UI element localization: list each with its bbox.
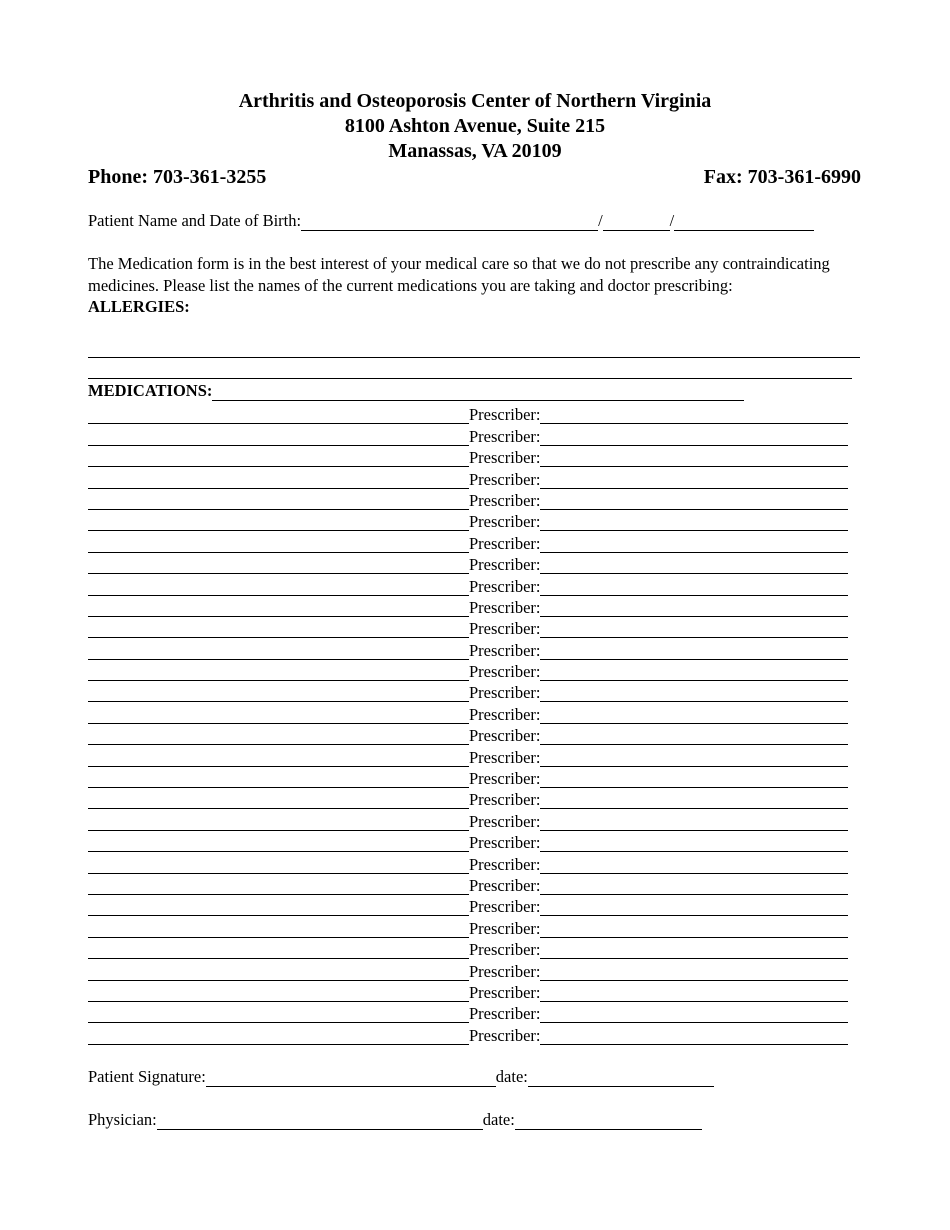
medication-row — [88, 724, 860, 745]
prescriber-label: Prescriber: — [469, 1025, 541, 1045]
clinic-address: 8100 Ashton Avenue, Suite 215 — [344, 115, 606, 137]
prescriber-field[interactable] — [540, 965, 848, 981]
physician-label: Physician: — [88, 1110, 157, 1129]
medication-name-field[interactable] — [88, 751, 469, 767]
medication-name-field[interactable] — [88, 408, 469, 424]
medication-row — [88, 938, 860, 959]
medication-row — [88, 531, 860, 552]
prescriber-label: Prescriber: — [469, 726, 541, 746]
prescriber-label: Prescriber: — [469, 769, 541, 789]
clinic-phone: Phone: 703-361-3255 — [88, 166, 267, 188]
prescriber-label: Prescriber: — [469, 426, 541, 446]
medication-name-field[interactable] — [88, 772, 469, 788]
prescriber-field[interactable] — [540, 708, 848, 724]
medication-row — [88, 681, 860, 702]
prescriber-label: Prescriber: — [469, 512, 541, 532]
prescriber-field[interactable] — [540, 836, 848, 852]
medication-row — [88, 403, 860, 424]
physician-date-label: date: — [482, 1110, 515, 1129]
prescriber-field[interactable] — [540, 622, 848, 638]
medications-header-field[interactable] — [212, 384, 744, 401]
medication-row — [88, 916, 860, 937]
prescriber-field[interactable] — [540, 430, 848, 446]
medication-name-field[interactable] — [88, 430, 469, 446]
clinic-city: Manassas, VA 20109 — [388, 140, 562, 162]
prescriber-label: Prescriber: — [469, 490, 541, 510]
patient-signature-row — [88, 1067, 714, 1087]
medication-row — [88, 852, 860, 873]
medication-name-field[interactable] — [88, 686, 469, 702]
medication-name-field[interactable] — [88, 879, 469, 895]
prescriber-label: Prescriber: — [469, 918, 541, 938]
medication-name-field[interactable] — [88, 515, 469, 531]
prescriber-field[interactable] — [540, 451, 848, 467]
prescriber-field[interactable] — [540, 879, 848, 895]
medication-row — [88, 895, 860, 916]
medication-row — [88, 467, 860, 488]
dob-separator: / — [669, 211, 675, 230]
medication-name-field[interactable] — [88, 986, 469, 1002]
allergies-label: ALLERGIES: — [88, 297, 190, 316]
prescriber-field[interactable] — [540, 644, 848, 660]
medication-name-field[interactable] — [88, 622, 469, 638]
medication-row — [88, 638, 860, 659]
medication-name-field[interactable] — [88, 601, 469, 617]
physician-row — [88, 1110, 702, 1130]
prescriber-label: Prescriber: — [469, 982, 541, 1002]
medication-row — [88, 959, 860, 980]
prescriber-label: Prescriber: — [469, 747, 541, 767]
medication-name-field[interactable] — [88, 943, 469, 959]
prescriber-field[interactable] — [540, 751, 848, 767]
medication-list — [88, 403, 860, 1045]
physician-signature-field[interactable] — [157, 1113, 483, 1130]
medication-row — [88, 660, 860, 681]
medication-name-field[interactable] — [88, 793, 469, 809]
dob-month-field[interactable] — [603, 214, 670, 231]
medication-row — [88, 981, 860, 1002]
medication-row — [88, 446, 860, 467]
prescriber-label: Prescriber: — [469, 961, 541, 981]
medication-row — [88, 596, 860, 617]
prescriber-label: Prescriber: — [469, 811, 541, 831]
prescriber-label: Prescriber: — [469, 940, 541, 960]
dob-separator: / — [598, 211, 603, 230]
dob-year-field[interactable] — [674, 214, 814, 231]
medication-name-field[interactable] — [88, 729, 469, 745]
prescriber-label: Prescriber: — [469, 640, 541, 660]
allergies-line-2[interactable] — [88, 378, 852, 379]
medication-name-field[interactable] — [88, 858, 469, 874]
medication-name-field[interactable] — [88, 558, 469, 574]
medication-row — [88, 1023, 860, 1044]
prescriber-label: Prescriber: — [469, 405, 541, 425]
medication-row — [88, 574, 860, 595]
medication-row — [88, 489, 860, 510]
medication-name-field[interactable] — [88, 473, 469, 489]
prescriber-label: Prescriber: — [469, 662, 541, 682]
medication-row — [88, 767, 860, 788]
instructions-text: The Medication form is in the best interest of your medical care so that we do not prescribe any contraindicating medicines. Please list the names of the current medications you are taking and doctor prescribing: — [88, 254, 830, 295]
physician-date-field[interactable] — [515, 1113, 702, 1130]
patient-signature-field[interactable] — [206, 1070, 496, 1087]
medications-header-row — [88, 381, 744, 401]
prescriber-field[interactable] — [540, 1029, 848, 1045]
medication-name-field[interactable] — [88, 494, 469, 510]
prescriber-field[interactable] — [540, 408, 848, 424]
prescriber-field[interactable] — [540, 986, 848, 1002]
medication-name-field[interactable] — [88, 836, 469, 852]
medication-row — [88, 874, 860, 895]
medication-name-field[interactable] — [88, 815, 469, 831]
instructions-paragraph — [88, 253, 868, 318]
prescriber-field[interactable] — [540, 494, 848, 510]
prescriber-field[interactable] — [540, 515, 848, 531]
medication-name-field[interactable] — [88, 451, 469, 467]
medication-name-field[interactable] — [88, 537, 469, 553]
prescriber-field[interactable] — [540, 558, 848, 574]
patient-name-dob-row — [88, 211, 814, 231]
clinic-fax: Fax: 703-361-6990 — [703, 166, 861, 188]
prescriber-field[interactable] — [540, 815, 848, 831]
medication-row — [88, 510, 860, 531]
medication-row — [88, 617, 860, 638]
medication-name-field[interactable] — [88, 1029, 469, 1045]
medication-row — [88, 424, 860, 445]
medication-name-field[interactable] — [88, 665, 469, 681]
medication-name-field[interactable] — [88, 708, 469, 724]
prescriber-field[interactable] — [540, 665, 848, 681]
medication-name-field[interactable] — [88, 580, 469, 596]
prescriber-field[interactable] — [540, 793, 848, 809]
medications-label: MEDICATIONS: — [88, 381, 213, 400]
medication-row — [88, 788, 860, 809]
prescriber-label: Prescriber: — [469, 533, 541, 553]
prescriber-field[interactable] — [540, 1007, 848, 1023]
prescriber-field[interactable] — [540, 729, 848, 745]
prescriber-field[interactable] — [540, 537, 848, 553]
prescriber-field[interactable] — [540, 601, 848, 617]
patient-signature-label: Patient Signature: — [88, 1067, 206, 1086]
prescriber-label: Prescriber: — [469, 790, 541, 810]
patient-date-field[interactable] — [528, 1070, 714, 1087]
prescriber-label: Prescriber: — [469, 833, 541, 853]
prescriber-field[interactable] — [540, 943, 848, 959]
prescriber-label: Prescriber: — [469, 469, 541, 489]
prescriber-field[interactable] — [540, 900, 848, 916]
patient-date-label: date: — [495, 1067, 528, 1086]
prescriber-label: Prescriber: — [469, 683, 541, 703]
prescriber-label: Prescriber: — [469, 576, 541, 596]
medication-row — [88, 553, 860, 574]
medication-row — [88, 809, 860, 830]
prescriber-field[interactable] — [540, 473, 848, 489]
medication-row — [88, 1002, 860, 1023]
medication-row — [88, 745, 860, 766]
medication-name-field[interactable] — [88, 965, 469, 981]
medication-name-field[interactable] — [88, 900, 469, 916]
medication-row — [88, 702, 860, 723]
clinic-name: Arthritis and Osteoporosis Center of Northern Virginia — [238, 90, 712, 112]
prescriber-field[interactable] — [540, 580, 848, 596]
prescriber-label: Prescriber: — [469, 854, 541, 874]
prescriber-label: Prescriber: — [469, 555, 541, 575]
prescriber-label: Prescriber: — [469, 875, 541, 895]
prescriber-label: Prescriber: — [469, 448, 541, 468]
prescriber-label: Prescriber: — [469, 619, 541, 639]
medication-name-field[interactable] — [88, 922, 469, 938]
prescriber-label: Prescriber: — [469, 597, 541, 617]
patient-name-field[interactable] — [301, 214, 598, 231]
medication-row — [88, 831, 860, 852]
prescriber-field[interactable] — [540, 772, 848, 788]
prescriber-field[interactable] — [540, 686, 848, 702]
prescriber-label: Prescriber: — [469, 1004, 541, 1024]
patient-name-dob-label: Patient Name and Date of Birth: — [88, 211, 302, 230]
medication-name-field[interactable] — [88, 644, 469, 660]
allergies-line-1[interactable] — [88, 357, 860, 358]
prescriber-label: Prescriber: — [469, 704, 541, 724]
prescriber-field[interactable] — [540, 922, 848, 938]
medication-name-field[interactable] — [88, 1007, 469, 1023]
prescriber-label: Prescriber: — [469, 897, 541, 917]
prescriber-field[interactable] — [540, 858, 848, 874]
